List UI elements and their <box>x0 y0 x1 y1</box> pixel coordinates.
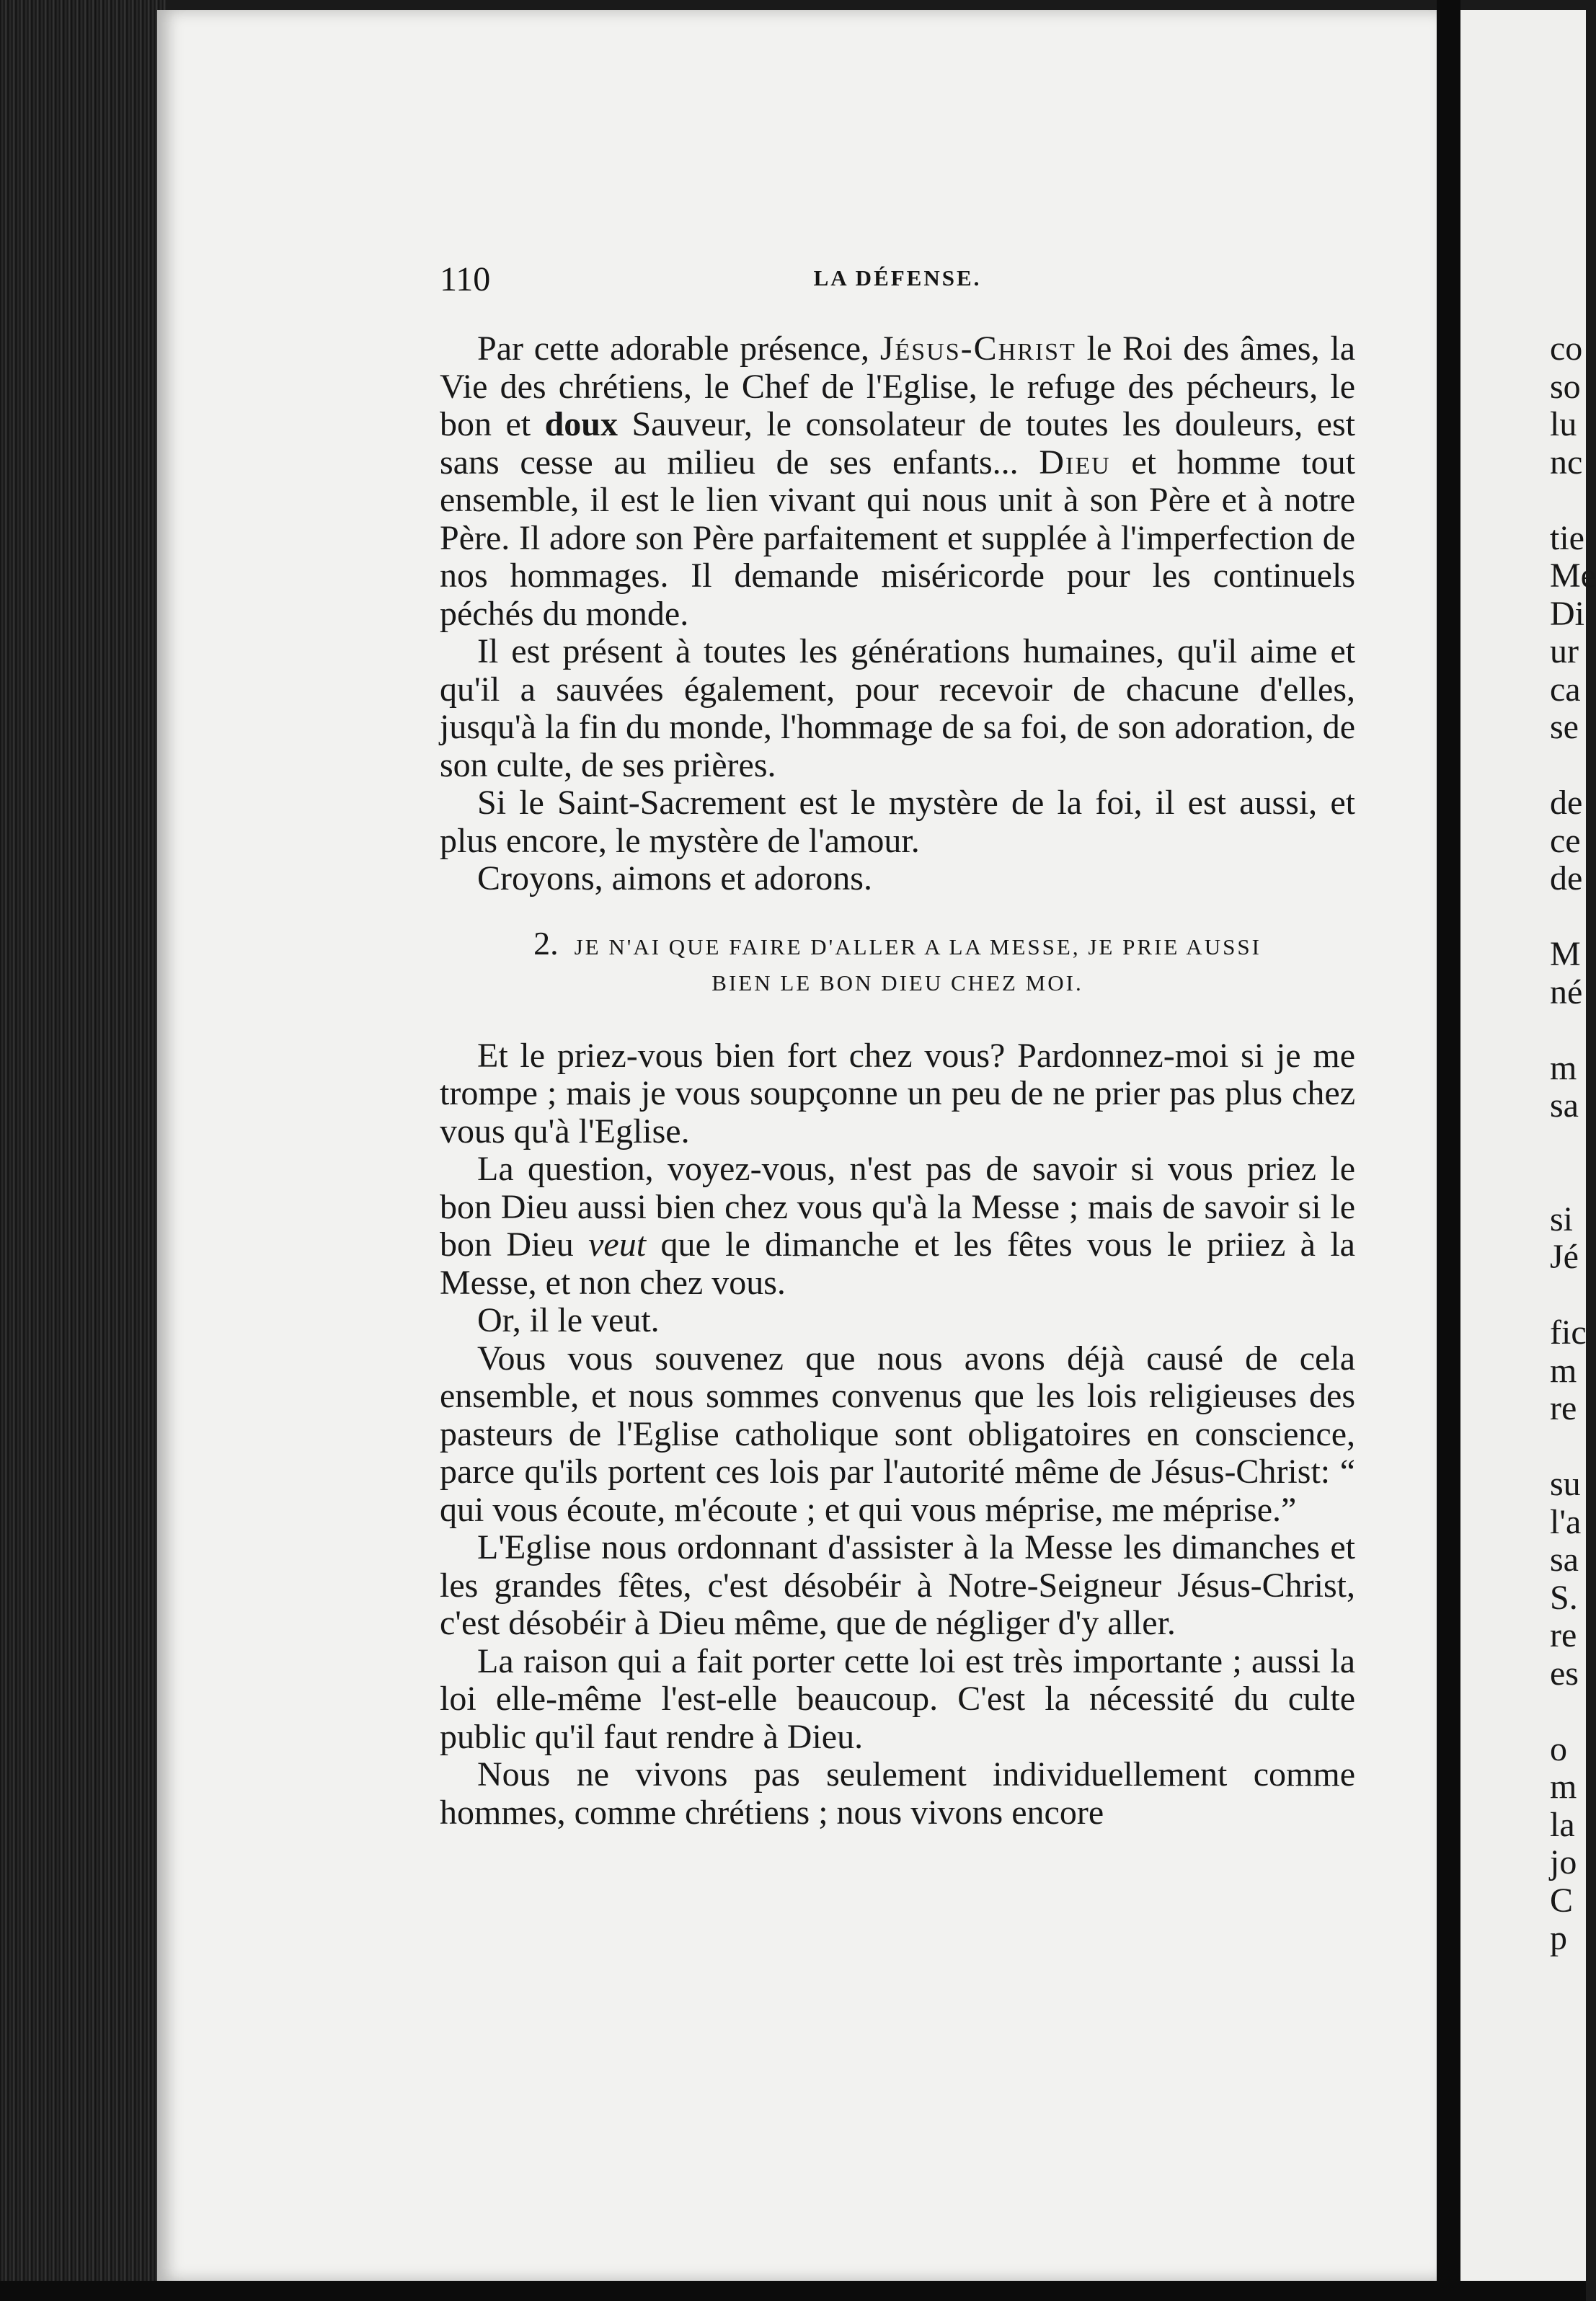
book-gutter <box>1437 0 1460 2301</box>
right-page-fragment: ce <box>1550 821 1581 860</box>
right-page-fragment: de <box>1550 784 1583 822</box>
right-page-fragment: m <box>1550 1768 1577 1806</box>
right-page-fragment: M <box>1550 935 1581 973</box>
right-page-fragment: la <box>1550 1805 1575 1844</box>
right-page-fragment: Di <box>1550 594 1584 633</box>
running-header <box>440 260 1355 303</box>
paragraph: Si le Saint-Sacrement est le mystère de la foi, il est aussi, et plus encore, le mystère de l'amour. <box>440 784 1355 860</box>
right-page-fragment: sa <box>1550 1086 1579 1125</box>
right-page-fragment: m <box>1550 1351 1577 1390</box>
bold-word: doux <box>544 405 618 443</box>
paragraph: Or, il le veut. <box>477 1301 660 1339</box>
right-page-fragment <box>1550 1277 1586 1315</box>
right-page-fragment: l'a <box>1550 1502 1582 1541</box>
right-page-fragment: jo <box>1550 1843 1577 1881</box>
paragraph: La question, voyez-vous, n'est pas de savoir si vous priez le bon Dieu aussi bien chez vous qu'à la Messe ; mais de savoir si le bon Dieu veut que le dimanche et les fêtes vous le priiez à la Messe, et non chez vous. <box>440 1150 1355 1302</box>
right-page-fragment: né <box>1550 972 1583 1011</box>
page-stack-edge <box>0 0 166 2301</box>
paragraph: Nous ne vivons pas seulement individuellement comme hommes, comme chrétiens ; nous vivons encore <box>440 1755 1355 1832</box>
right-page-fragment: C <box>1550 1881 1574 1920</box>
right-page-fragment: lu <box>1550 405 1577 443</box>
section-heading-line-2: BIEN LE BON DIEU CHEZ MOI. <box>711 970 1083 996</box>
scan-border <box>0 2281 1586 2301</box>
right-page-fragment: o <box>1550 1729 1567 1768</box>
name-jesus-christ: Jésus-Christ <box>879 329 1076 368</box>
right-page-fragment: se <box>1550 708 1579 746</box>
right-page-fragment: fic <box>1550 1313 1587 1352</box>
right-page-fragment: ca <box>1550 670 1581 709</box>
right-page-fragment: S. <box>1550 1578 1578 1617</box>
right-page-fragment: p <box>1550 1919 1567 1957</box>
right-page-fragment: ur <box>1550 632 1579 670</box>
main-text-column <box>440 330 1355 1832</box>
right-page-fragment: de <box>1550 859 1583 897</box>
section-heading <box>440 926 1355 1001</box>
right-page-fragment: es <box>1550 1654 1579 1693</box>
right-page-fragment: si <box>1550 1200 1574 1238</box>
right-page-fragment: re <box>1550 1389 1577 1427</box>
section-number: 2. <box>533 924 559 962</box>
paragraph: Il est présent à toutes les générations humaines, qu'il aime et qu'il a sauvées également, pour recevoir de chacune d'elles, jusqu'à la fin du monde, l'hommage de sa foi, de son adoration, de son culte, de ses prières. <box>440 632 1355 784</box>
paragraph: Par cette adorable présence, Jésus-Christ le Roi des âmes, la Vie des chrétiens, le Chef de l'Eglise, le refuge des pécheurs, le bon et doux Sauveur, le consolateur de toutes les douleurs, est sans cesse au milieu de ses enfants... Dieu et homme tout ensemble, il est le lien vivant qui nous unit à son Père et à notre Père. Il adore son Père parfaitement et supplée à l'imperfection de nos hommages. Il demande miséricorde pour les continuels péchés du monde. <box>440 329 1356 633</box>
right-page-fragment <box>1550 1163 1586 1201</box>
right-page-fragment: so <box>1550 367 1581 406</box>
page-number: 110 <box>440 260 491 298</box>
right-page-fragment <box>1550 482 1586 520</box>
right-page-fragment: Me <box>1550 557 1596 595</box>
italic-word: veut <box>588 1225 647 1264</box>
paragraph: Croyons, aimons et adorons. <box>477 859 872 897</box>
right-page-fragment <box>1550 747 1586 785</box>
right-page-fragment: nc <box>1550 443 1583 482</box>
right-page-fragment: co <box>1550 329 1583 368</box>
paragraph: Vous vous souvenez que nous avons déjà causé de cela ensemble, et nous sommes convenus que les lois religieuses des pasteurs de l'Eglise catholique sont obligatoires en conscience, parce qu'ils portent ces lois par l'autorité même de Jésus-Christ: “ qui vous écoute, m'écoute ; et qui vous méprise, me méprise.” <box>440 1339 1355 1529</box>
name-dieu: Dieu <box>1039 443 1111 482</box>
right-page-fragment: re <box>1550 1616 1577 1654</box>
right-page-fragment <box>1550 898 1586 936</box>
right-page-fragment: tie <box>1550 518 1584 557</box>
running-title: LA DÉFENSE. <box>813 265 982 291</box>
right-page-fragment <box>1550 1011 1586 1050</box>
paragraph: L'Eglise nous ordonnant d'assister à la Messe les dimanches et les grandes fêtes, c'est désobéir à Notre-Seigneur Jésus-Christ, c'est désobéir à Dieu même, que de négliger d'y aller. <box>440 1528 1355 1642</box>
section-heading-line-1: JE N'AI QUE FAIRE D'ALLER A LA MESSE, JE PRIE AUSSI <box>574 934 1262 959</box>
right-page-fragment <box>1550 1693 1586 1731</box>
right-page-fragment: Jé <box>1550 1238 1579 1276</box>
right-page-fragment: m <box>1550 1048 1577 1087</box>
right-page-fragment <box>1550 1125 1586 1163</box>
right-page-fragment <box>1550 1428 1586 1466</box>
paragraph: La raison qui a fait porter cette loi est très importante ; aussi la loi elle-même l'est-elle beaucoup. C'est la nécessité du culte public qu'il faut rendre à Dieu. <box>440 1641 1355 1756</box>
right-page-fragment: su <box>1550 1465 1581 1503</box>
right-page-text-fragments <box>1550 329 1596 1958</box>
paragraph: Et le priez-vous bien fort chez vous? Pardonnez-moi si je me trompe ; mais je vous soupçonne un peu de ne prier pas plus chez vous qu'à l'Eglise. <box>440 1036 1355 1150</box>
right-page-fragment: sa <box>1550 1540 1579 1579</box>
